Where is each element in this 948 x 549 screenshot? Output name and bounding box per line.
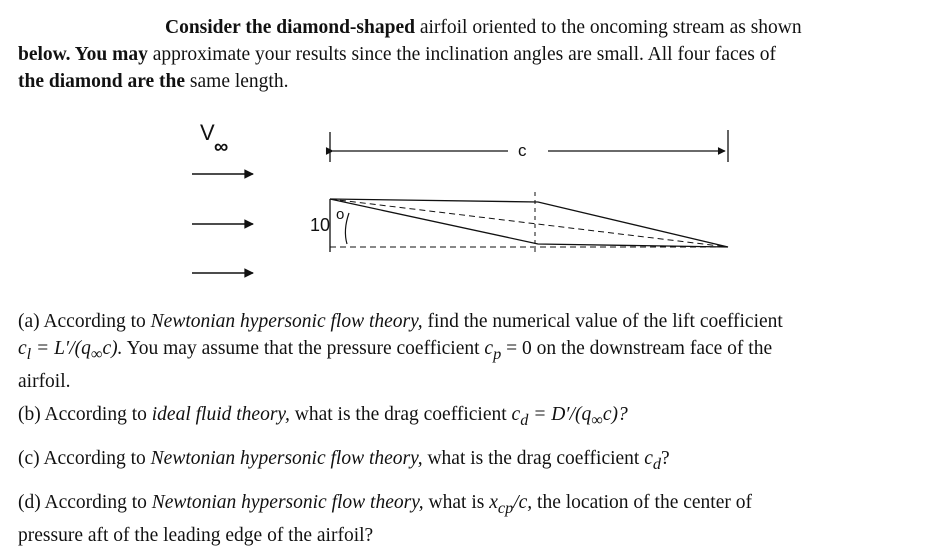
airfoil-figure (0, 110, 948, 300)
question-a: (a) According to Newtonian hypersonic flow theory, find the numerical value of the lift coefficient $c_l = L'/(q_\infty c)$. You may assume that the pressure coefficient $c_p = 0$ on the downstream face of the airfoil. (18, 311, 783, 392)
airfoil-diagram (0, 110, 948, 300)
angle-label: 10 (310, 215, 331, 235)
dashed-upper-reference (330, 199, 728, 247)
intro-line-1: Consider the diamond-shaped airfoil oriented to the oncoming stream as shown (165, 17, 802, 38)
question-c: (c) According to Newtonian hypersonic flow theory, what is the drag coefficient $c_d$? (18, 447, 670, 473)
velocity-subscript: ∞ (214, 136, 229, 158)
angle-degree: o (336, 206, 345, 223)
angle-arc (345, 213, 349, 244)
question-d: (d) According to Newtonian hypersonic flow theory, what is $x_{cp}/c$, the location of the center of pressure aft of the leading edge of the airfoil? (18, 491, 752, 546)
chord-label: c (518, 141, 527, 160)
questions-list (18, 308, 914, 549)
intro-line-2: below. You may approximate your results since the inclination angles are small. All four faces of (18, 44, 776, 65)
question-b: (b) According to ideal fluid theory, what is the drag coefficient $c_d = D'/(q_\infty c)$? (18, 403, 628, 429)
intro-line-3: the diamond are the same length. (18, 71, 289, 92)
problem-intro (18, 14, 908, 95)
velocity-label: V (200, 120, 215, 145)
